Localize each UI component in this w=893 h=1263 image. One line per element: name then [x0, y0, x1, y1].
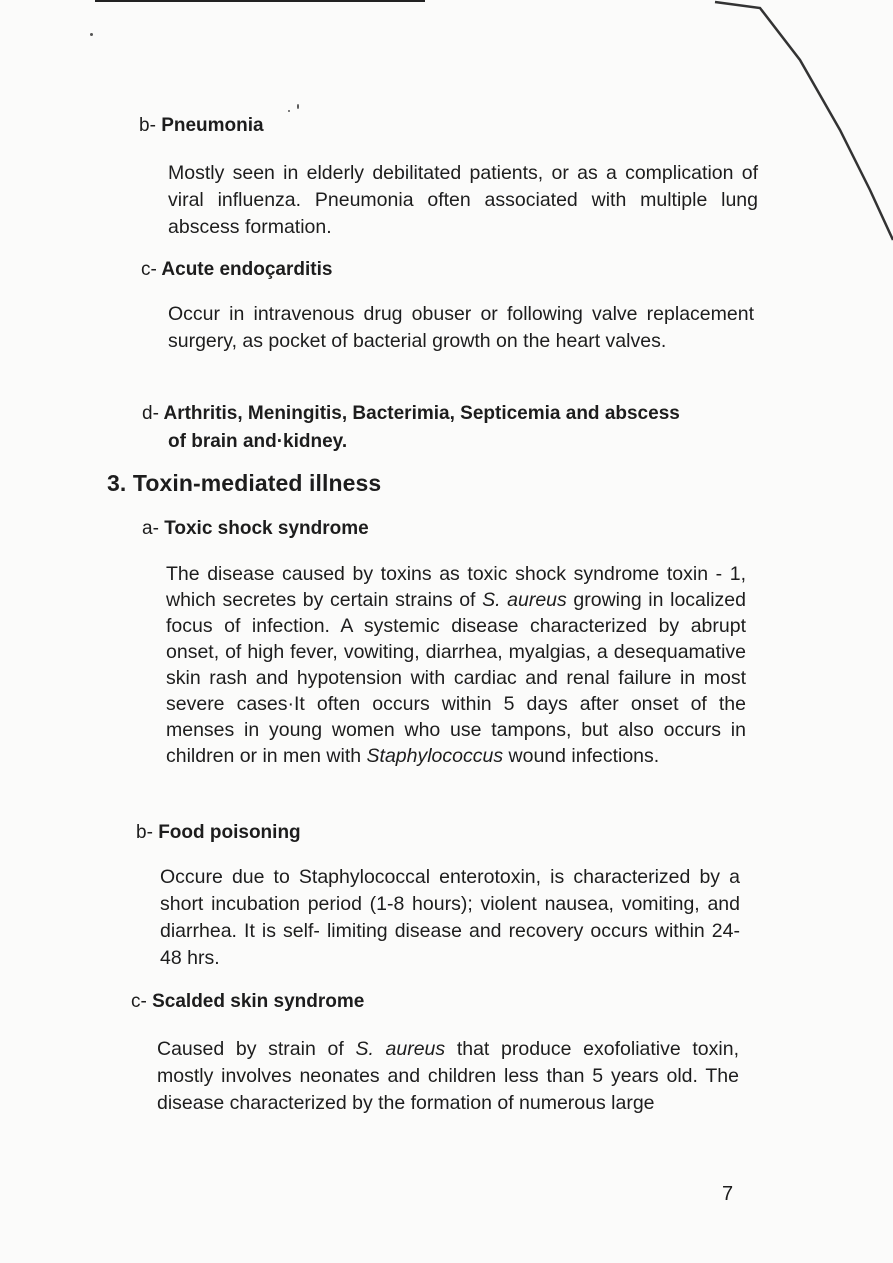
heading-text: Food poisoning [158, 822, 301, 843]
heading-text: Toxic shock syndrome [164, 518, 369, 539]
text-run: wound infections. [503, 745, 660, 767]
heading-letter: c- [141, 259, 157, 280]
heading-letter: c- [131, 991, 147, 1012]
section-title-toxin: 3. Toxin-mediated illness [107, 470, 382, 496]
text-run: The disease caused by toxins as toxic shock syndrome toxin - 1, which secretes by certain strains of [166, 563, 746, 611]
heading-text: Pneumonia [161, 115, 264, 136]
text-run: Caused by strain of [157, 1038, 356, 1060]
heading-text-line1: Arthritis, Meningitis, Bacterimia, Septicemia and abscess [163, 403, 680, 424]
paragraph-toxic-shock [166, 561, 746, 769]
text-run: growing in localized focus of infection. A systemic disease characterized by abrupt onset, of high fever, vowiting, diarrhea, myalgias, a desequamative skin rash and hypotension with cardiac and renal failure in most severe cases·It often occurs within 5 days after onset of the menses in young women who use tampons, but also occurs in children or in men with [166, 589, 746, 767]
heading-food-poisoning [136, 822, 301, 844]
italic-organism: S. aureus [355, 1038, 446, 1060]
heading-other-infections [142, 400, 762, 456]
heading-text-line2: of brain and·kidney. [168, 431, 348, 452]
heading-letter: d- [142, 403, 159, 424]
heading-letter: b- [139, 115, 156, 136]
scan-speck [297, 104, 299, 109]
paragraph-pneumonia: Mostly seen in elderly debilitated patients, or as a complication of viral influenza. Pneumonia often associated with multiple lung abscess formation. [168, 162, 758, 238]
page-number: 7 [722, 1183, 734, 1205]
heading-letter: a- [142, 518, 159, 539]
heading-endocarditis [141, 259, 332, 281]
paragraph-scalded-skin [157, 1036, 739, 1117]
heading-toxic-shock [142, 518, 369, 540]
scan-page-edge [0, 0, 893, 300]
italic-organism: S. aureus [482, 589, 567, 611]
paragraph-endocarditis: Occur in intravenous drug obuser or following valve replacement surgery, as pocket of bacterial growth on the heart valves. [168, 303, 754, 352]
text-run: that produce exofoliative toxin, mostly involves neonates and children less than 5 years old. The disease characterized by the formation of numerous large [157, 1038, 739, 1114]
italic-organism: Staphylococcus [366, 745, 504, 767]
paragraph-food-poisoning: Occure due to Staphylococcal enterotoxin, is characterized by a short incubation period (1-8 hours); violent nausea, vomiting, and diarrhea. It is self- limiting disease and recovery occurs within 24-48 hrs. [160, 866, 740, 969]
heading-text: Acute endoçarditis [161, 259, 333, 280]
scan-top-edge [95, 0, 425, 2]
heading-letter: b- [136, 822, 153, 843]
heading-text: Scalded skin syndrome [152, 991, 365, 1012]
heading-scalded-skin [131, 991, 364, 1013]
heading-pneumonia [139, 115, 264, 137]
scan-speck [288, 110, 290, 112]
scan-speck [90, 33, 93, 36]
